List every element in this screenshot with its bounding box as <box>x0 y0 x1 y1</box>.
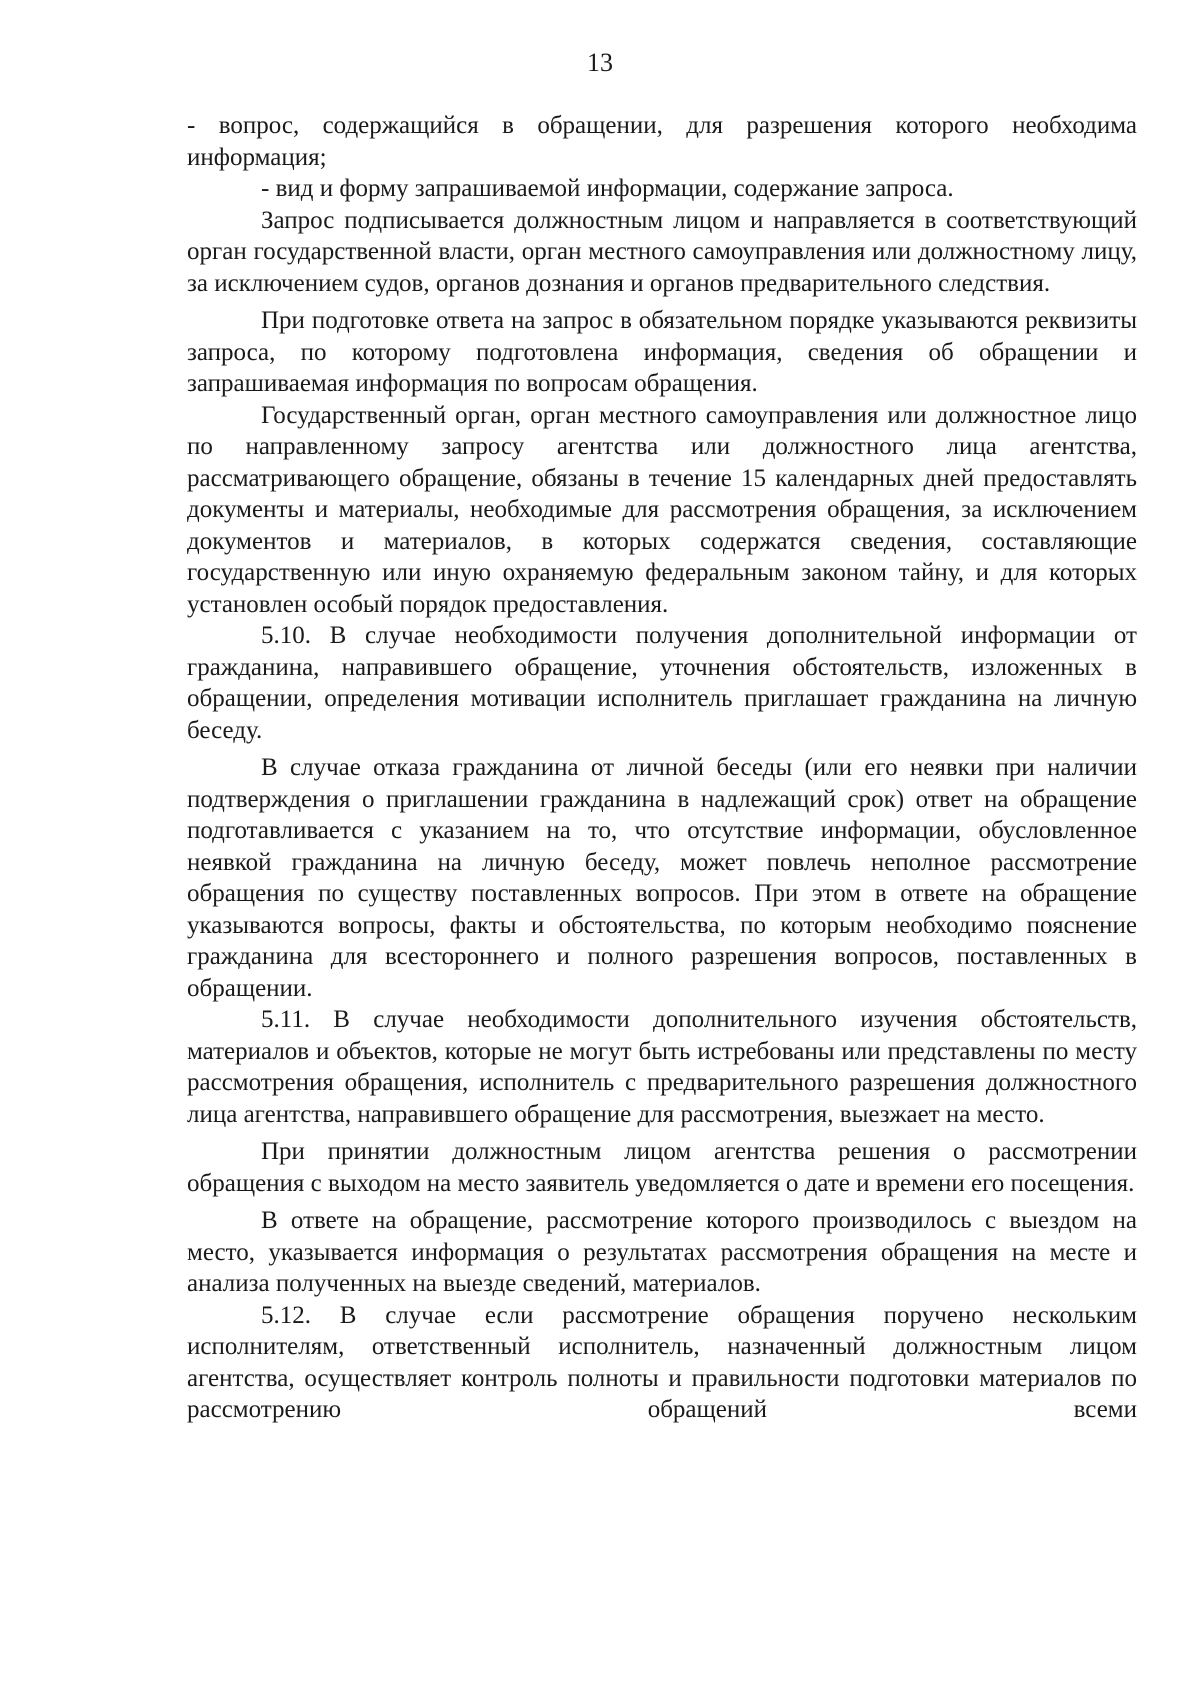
page-number: 13 <box>587 48 613 77</box>
paragraph-refusal-of-meeting: В случае отказа гражданина от личной беседы (или его неявки при наличии подтверждения о приглашении гражданина в надлежащий срок) ответ на обращение подготавливается с указанием на то, что отсутствие информации, обусловленное неявкой гражданина на личную беседу, может повлечь неполное рассмотрение обращения по существу поставленных вопросов. При этом в ответе на обращение указываются вопросы, факты и обстоятельства, по которым необходимо пояснение гражданина для всестороннего и полного разрешения вопросов, поставленных в обращении. <box>187 754 1137 1002</box>
paragraph-section-5-10: 5.10. В случае необходимости получения дополнительной информации от гражданина, направившего обращение, уточнения обстоятельств, изложенных в обращении, определения мотивации исполнитель приглашает гражданина на личную беседу. <box>187 622 1137 744</box>
paragraph-section-5-12: 5.12. В случае если рассмотрение обращения поручено нескольким исполнителям, ответственный исполнитель, назначенный должностным лицом агентства, осуществляет контроль полноты и правильности подготовки материалов по рассмотрению обращений всеми <box>187 1301 1137 1423</box>
paragraph-request-signing: Запрос подписывается должностным лицом и направляется в соответствующий орган государственной власти, орган местного самоуправления или должностному лицу, за исключением судов, органов дознания и органов предварительного следствия. <box>187 206 1137 297</box>
paragraph-list-item-form: - вид и форму запрашиваемой информации, содержание запроса. <box>261 175 954 202</box>
paragraph-authority-obligation: Государственный орган, орган местного самоуправления или должностное лицо по направленному запросу агентства или должностного лица агентства, рассматривающего обращение, обязаны в течение 15 календарных дней предоставлять документы и материалы, необходимые для рассмотрения обращения, за исключением документов и материалов, в которых содержатся сведения, составляющие государственную или иную охраняемую федеральным законом тайну, и для которых установлен особый порядок предоставления. <box>187 401 1137 618</box>
paragraph-request-answer: При подготовке ответа на запрос в обязательном порядке указываются реквизиты запроса, по которому подготовлена информация, сведения об обращении и запрашиваемая информация по вопросам обращения. <box>187 307 1137 397</box>
document-body <box>187 110 1137 1426</box>
paragraph-section-5-11: 5.11. В случае необходимости дополнительного изучения обстоятельств, материалов и объектов, которые не могут быть истребованы или представлены по месту рассмотрения обращения, исполнитель с предварительного разрешения должностного лица агентства, направившего обращение для рассмотрения, выезжает на место. <box>187 1006 1137 1128</box>
paragraph-onsite-notification: При принятии должностным лицом агентства решения о рассмотрении обращения с выходом на место заявитель уведомляется о дате и времени его посещения. <box>187 1138 1137 1197</box>
paragraph-list-item-question: - вопрос, содержащийся в обращении, для разрешения которого необходима информация; <box>187 112 1137 171</box>
paragraph-onsite-answer: В ответе на обращение, рассмотрение которого производилось с выездом на место, указывается информация о результатах рассмотрения обращения на месте и анализа полученных на выезде сведений, материалов. <box>187 1207 1137 1297</box>
